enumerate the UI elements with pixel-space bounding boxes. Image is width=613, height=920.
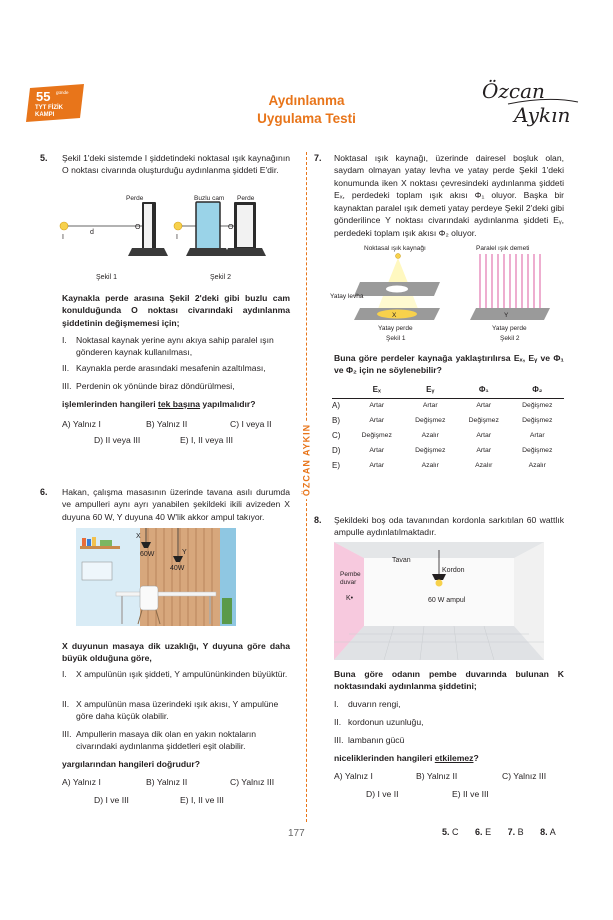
q8-item-3-rn: III. xyxy=(334,735,344,745)
picture-frame xyxy=(82,562,112,580)
q8-ask-post: ? xyxy=(473,753,479,763)
q5-item-3-rn: III. xyxy=(62,381,72,391)
q7-figure xyxy=(330,240,570,346)
q5-ask-post: yapılmalıdır? xyxy=(200,399,256,409)
cell: Değişmez xyxy=(522,401,553,409)
q5-number: 5. xyxy=(40,153,48,163)
frosted-glass xyxy=(196,202,220,250)
book-3 xyxy=(92,537,96,546)
title-line2: Uygulama Testi xyxy=(257,111,356,126)
q6-option-c[interactable]: C) Yalnız III xyxy=(230,777,275,787)
q5-option-a[interactable]: A) Yalnız I xyxy=(62,419,101,429)
label-40w: 40W xyxy=(170,565,185,572)
row-label: B) xyxy=(332,415,340,425)
q5-text: Şekil 1'deki sistemde I şiddetindeki noktasal ışık kaynağının O noktası civarında oluşturduğu aydınlanma şiddeti E'dir. xyxy=(62,153,290,176)
q6-item-1 xyxy=(62,668,290,692)
point-source xyxy=(396,254,401,259)
label-buzlu-cam: Buzlu cam xyxy=(194,195,225,202)
q5-question: Kaynakla perde arasına Şekil 2'deki gibi buzlu cam konulduğunda O noktası civarındaki aydınlanma şiddetinin değişmemesi için; xyxy=(62,293,290,328)
author-signature xyxy=(478,78,590,130)
caption-sekil1: Şekil 1 xyxy=(386,335,406,342)
q8-item-2 xyxy=(334,716,564,730)
cell: Artar xyxy=(476,446,492,454)
chair xyxy=(140,586,158,610)
q5-option-c[interactable]: C) I veya II xyxy=(230,419,272,429)
q5-item-1-text: Noktasal kaynak yerine aynı akıya sahip paralel ışın gönderen kaynak kullanılması, xyxy=(76,335,274,358)
answer-5: C xyxy=(452,827,459,837)
logo-small: günde xyxy=(56,90,69,95)
label-pembe: Pembe xyxy=(340,571,361,578)
q8-option-e[interactable]: E) II ve III xyxy=(452,789,489,799)
cell: Artar xyxy=(369,416,385,424)
label-ampul: 60 W ampul xyxy=(428,597,466,604)
cell: Azalır xyxy=(421,461,439,469)
label-O-1: O xyxy=(135,224,141,231)
cell: Artar xyxy=(369,461,385,469)
cell: Değişmez xyxy=(361,431,392,439)
q5-item-1-rn: I. xyxy=(62,335,67,345)
table-row[interactable] xyxy=(332,458,564,473)
row-label: E) xyxy=(332,460,340,470)
q8-option-b[interactable]: B) Yalnız II xyxy=(416,771,458,781)
caption-sekil1: Şekil 1 xyxy=(96,274,118,281)
q5-ask-underline: tek başına xyxy=(158,399,201,409)
label-tavan: Tavan xyxy=(392,557,411,564)
cell: Azalır xyxy=(528,461,546,469)
desk-top xyxy=(116,592,216,596)
lit-area-1 xyxy=(377,310,417,319)
q6-item-3-rn: III. xyxy=(62,729,72,739)
plant-pot xyxy=(100,540,112,546)
label-paralel: Paralel ışık demeti xyxy=(476,245,530,252)
q5-ask-pre: işlemlerinden hangileri xyxy=(62,399,158,409)
q5-item-1 xyxy=(62,334,290,358)
table-row[interactable] xyxy=(332,413,564,428)
title-line1: Aydınlanma xyxy=(268,93,345,108)
page-number: 177 xyxy=(288,828,305,839)
label-60w: 60W xyxy=(140,551,155,558)
q5-item-3 xyxy=(62,380,290,394)
signature-line2: Aykın xyxy=(514,103,571,127)
answer-num-7: 7. xyxy=(507,827,516,837)
shelf xyxy=(80,546,120,549)
label-duvar: duvar xyxy=(340,579,357,586)
label-perde-1: Yatay perde xyxy=(378,325,413,332)
logo-line2: TYT FİZİK xyxy=(35,105,63,111)
q8-option-c[interactable]: C) Yalnız III xyxy=(502,771,547,781)
cell: Artar xyxy=(369,401,385,409)
q6-ask: yargılarından hangileri doğrudur? xyxy=(62,759,200,769)
label-perde-1: Perde xyxy=(126,195,144,202)
screen-2-stand xyxy=(224,248,266,256)
logo-line3: KAMPI xyxy=(35,112,55,118)
q7-question: Buna göre perdeler kaynağa yaklaştırılırsa Eₓ, Eᵧ ve Φ₁ ve Φ₂ için ne söylenebilir? xyxy=(334,353,564,376)
row-label: D) xyxy=(332,445,341,455)
answer-num-5: 5. xyxy=(442,827,450,837)
label-Y: Y xyxy=(182,549,187,556)
q6-option-d[interactable]: D) I ve III xyxy=(94,795,129,805)
q8-item-1-text: duvarın rengi, xyxy=(348,699,401,709)
floor xyxy=(334,626,544,660)
label-I-2: I xyxy=(176,234,178,241)
q6-item-2 xyxy=(62,698,290,722)
cell: Değişmez xyxy=(468,416,499,424)
answer-7: B xyxy=(517,827,524,837)
table-row[interactable] xyxy=(332,428,564,443)
cell: Değişmez xyxy=(415,416,446,424)
q6-option-e[interactable]: E) I, II ve III xyxy=(180,795,224,805)
label-d: d xyxy=(90,229,94,236)
q5-figure xyxy=(56,192,296,284)
table-row[interactable] xyxy=(332,398,564,413)
q5-item-3-text: Perdenin ok yönünde biraz döndürülmesi, xyxy=(76,381,235,391)
label-I-1: I xyxy=(62,234,64,241)
answer-key xyxy=(442,826,556,839)
plant xyxy=(222,598,232,624)
q8-option-d[interactable]: D) I ve II xyxy=(366,789,399,799)
q8-item-1 xyxy=(334,698,564,712)
label-X-point: X xyxy=(392,312,397,319)
table-header-row xyxy=(332,384,564,398)
label-X: X xyxy=(136,533,141,540)
header-phi1: Φ₁ xyxy=(457,384,511,398)
header-ex: Eₓ xyxy=(350,384,404,398)
label-O-2: O xyxy=(228,224,234,231)
label-perde-2: Perde xyxy=(237,195,255,202)
answer-num-6: 6. xyxy=(475,827,483,837)
q8-item-3-text: lambanın gücü xyxy=(348,735,405,745)
label-Y-point: Y xyxy=(504,312,509,319)
row-label: C) xyxy=(332,430,341,440)
screen-1-face xyxy=(144,204,152,248)
q7-text: Noktasal ışık kaynağı, üzerinde dairesel boşluk olan, saydam olmayan yatay levha ve yatay perde Şekil 1'deki konumunda iken X noktası çevresindeki aydınlanma şiddeti Eₓ, perdedeki toplam ışık akısı Φ₁ oluyor. Başka bir kaynaktan paralel ışık demeti yatay perdeye Şekil 2'deki gibi gönderilince Y noktası civarındaki aydınlanma şiddeti Eᵧ, perdedeki toplam ışık akısı Φ₂ oluyor. xyxy=(334,153,564,238)
q8-item-2-text: kordonun uzunluğu, xyxy=(348,717,424,727)
screen-2-face xyxy=(237,205,253,247)
q8-figure xyxy=(334,542,544,660)
q5-item-2 xyxy=(62,362,290,376)
book-2 xyxy=(87,539,91,546)
table-row[interactable] xyxy=(332,443,564,458)
cell: Azalır xyxy=(421,431,439,439)
header-phi2: Φ₂ xyxy=(511,384,565,398)
q6-item-2-rn: II. xyxy=(62,699,70,709)
q5-item-2-rn: II. xyxy=(62,363,70,373)
label-levha: Yatay levha xyxy=(330,293,364,300)
row-label: A) xyxy=(332,401,340,411)
cell: Değişmez xyxy=(522,416,553,424)
label-K: K• xyxy=(346,595,354,602)
q6-item-3-text: Ampullerin masaya dik olan en yakın noktaların civarındaki aydınlanma şiddetleri eşit olabilir. xyxy=(76,729,257,752)
glass-stand xyxy=(186,248,230,256)
cell: Artar xyxy=(529,431,545,439)
cell: Artar xyxy=(369,446,385,454)
bulb xyxy=(436,580,443,587)
q8-number: 8. xyxy=(314,515,322,525)
q7-answer-table xyxy=(332,384,564,473)
q6-item-2-text: X ampulünün masa üzerindeki ışık akısı, Y ampulüne göre daha küçük olabilir. xyxy=(76,699,279,722)
yatay-perde-2 xyxy=(470,308,550,320)
q6-item-1-rn: I. xyxy=(62,669,67,679)
header-ey: Eᵧ xyxy=(404,384,458,398)
q8-ask-underline: etkilemez xyxy=(434,753,474,763)
q8-question: Buna göre odanın pembe duvarında bulunan K noktasındaki aydınlanma şiddetini; xyxy=(334,669,564,692)
label-kordon: Kordon xyxy=(442,567,465,574)
logo-number: 55 xyxy=(36,89,51,104)
screen-1-stand xyxy=(128,248,168,256)
cell: Değişmez xyxy=(522,446,553,454)
cell: Artar xyxy=(476,431,492,439)
answer-6: E xyxy=(485,827,492,837)
cell: Azalır xyxy=(475,461,493,469)
q5-option-d[interactable]: D) II veya III xyxy=(94,435,141,445)
answer-8: A xyxy=(549,827,556,837)
parallel-rays xyxy=(480,254,540,312)
q5-ask xyxy=(62,398,255,410)
q8-item-2-rn: II. xyxy=(334,717,342,727)
q6-option-b[interactable]: B) Yalnız II xyxy=(146,777,188,787)
q6-item-3 xyxy=(62,728,290,752)
q8-ask-pre: niceliklerinden hangileri xyxy=(334,753,435,763)
q8-item-1-rn: I. xyxy=(334,699,339,709)
signature-line1: Özcan xyxy=(482,79,545,103)
book-1 xyxy=(82,538,86,546)
q5-item-2-text: Kaynakla perde arasındaki mesafenin azaltılması, xyxy=(76,363,266,373)
q8-text: Şekildeki boş oda tavanından kordonla sarkıtılan 60 wattlık ampulle aydınlatılmaktadır. xyxy=(334,515,564,538)
cell: Artar xyxy=(422,401,438,409)
cell: Değişmez xyxy=(415,446,446,454)
header-empty xyxy=(332,384,350,398)
q5-option-e[interactable]: E) I, II veya III xyxy=(180,435,234,445)
q6-text: Hakan, çalışma masasının üzerinde tavana asılı durumda ve ampulleri aynı ayrı yanabilen şekildeki ikili avizeden X duyuna 60 W, Y duyuna 40 W'lik akkor ampul takıyor. xyxy=(62,487,290,522)
side-label-box xyxy=(300,420,314,500)
side-label: ÖZCAN AYKIN xyxy=(300,421,313,499)
caption-sekil2: Şekil 2 xyxy=(210,274,232,281)
label-perde-2: Yatay perde xyxy=(492,325,527,332)
q6-figure xyxy=(76,528,236,626)
q7-number: 7. xyxy=(314,153,322,163)
answer-num-8: 8. xyxy=(540,827,548,837)
q8-option-a[interactable]: A) Yalnız I xyxy=(334,771,373,781)
label-kaynak: Noktasal ışık kaynağı xyxy=(364,245,426,252)
q6-item-1-text: X ampulünün ışık şiddeti, Y ampulününkinden büyüktür. xyxy=(76,669,288,679)
light-source-2 xyxy=(174,222,182,230)
q6-question: X duyunun masaya dik uzaklığı, Y duyuna göre daha büyük olduğuna göre, xyxy=(62,641,290,664)
q6-number: 6. xyxy=(40,487,48,497)
levha-hole xyxy=(386,286,408,293)
cell: Artar xyxy=(476,401,492,409)
q6-option-a[interactable]: A) Yalnız I xyxy=(62,777,101,787)
caption-sekil2: Şekil 2 xyxy=(500,335,520,342)
q8-ask xyxy=(334,752,479,764)
light-source-1 xyxy=(60,222,68,230)
q5-option-b[interactable]: B) Yalnız II xyxy=(146,419,188,429)
q8-item-3 xyxy=(334,734,564,748)
